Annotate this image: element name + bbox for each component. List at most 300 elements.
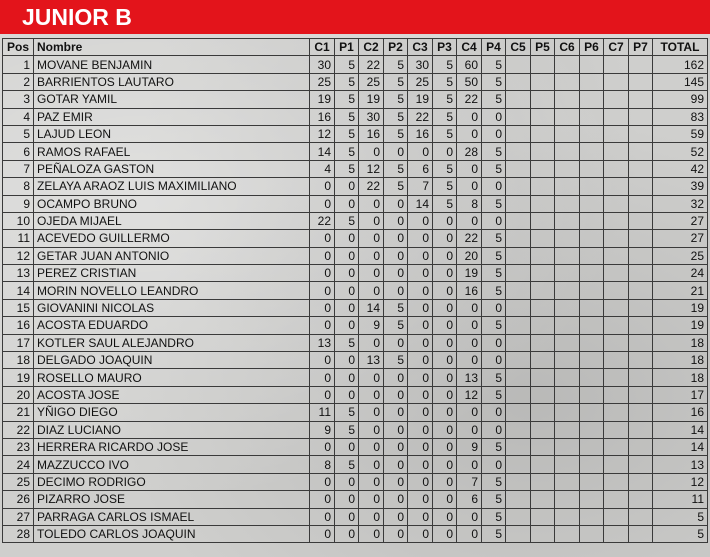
- table-row: [3, 125, 708, 142]
- score-cell-p6: [580, 508, 604, 525]
- score-cell-p3: 0: [433, 230, 457, 247]
- score-cell-p2: 0: [384, 282, 408, 299]
- total-cell: 13: [653, 456, 708, 473]
- score-cell-p1: 0: [335, 473, 359, 490]
- table-row: [3, 525, 708, 542]
- score-cell-p3: 0: [433, 282, 457, 299]
- score-cell-c7: [604, 160, 629, 177]
- score-cell-p6: [580, 73, 604, 90]
- score-cell-c1: 0: [310, 230, 335, 247]
- score-cell-c7: [604, 125, 629, 142]
- score-cell-c7: [604, 352, 629, 369]
- score-cell-p5: [531, 247, 555, 264]
- score-cell-c3: 30: [408, 56, 433, 73]
- score-cell-c3: 16: [408, 125, 433, 142]
- score-cell-p4: 5: [482, 247, 506, 264]
- table-row: [3, 369, 708, 386]
- table-row: [3, 421, 708, 438]
- total-cell: 32: [653, 195, 708, 212]
- score-cell-p4: 0: [482, 212, 506, 229]
- column-header-c7: C7: [604, 39, 629, 56]
- score-cell-p7: [629, 143, 653, 160]
- name-cell: RAMOS RAFAEL: [34, 143, 310, 160]
- table-row: [3, 491, 708, 508]
- score-cell-c5: [506, 230, 531, 247]
- score-cell-p3: 0: [433, 491, 457, 508]
- score-cell-c2: 0: [359, 525, 384, 542]
- table-row: [3, 473, 708, 490]
- score-cell-c1: 30: [310, 56, 335, 73]
- score-cell-p3: 5: [433, 108, 457, 125]
- score-cell-p3: 0: [433, 247, 457, 264]
- position-cell: 6: [3, 143, 34, 160]
- score-cell-p4: 5: [482, 160, 506, 177]
- score-cell-c7: [604, 299, 629, 316]
- score-cell-p1: 0: [335, 369, 359, 386]
- score-cell-c5: [506, 195, 531, 212]
- score-cell-c2: 0: [359, 334, 384, 351]
- score-cell-c2: 0: [359, 230, 384, 247]
- score-cell-p5: [531, 334, 555, 351]
- score-cell-c5: [506, 508, 531, 525]
- score-cell-c2: 0: [359, 508, 384, 525]
- position-cell: 20: [3, 386, 34, 403]
- score-cell-c6: [555, 491, 580, 508]
- table-row: [3, 195, 708, 212]
- score-cell-c4: 0: [457, 108, 482, 125]
- score-cell-c4: 0: [457, 160, 482, 177]
- score-cell-c7: [604, 108, 629, 125]
- score-cell-c2: 0: [359, 404, 384, 421]
- name-cell: OJEDA MIJAEL: [34, 212, 310, 229]
- score-cell-c2: 9: [359, 317, 384, 334]
- score-cell-c5: [506, 265, 531, 282]
- score-cell-c2: 0: [359, 491, 384, 508]
- score-cell-c4: 0: [457, 508, 482, 525]
- score-cell-p4: 5: [482, 265, 506, 282]
- total-cell: 18: [653, 352, 708, 369]
- score-cell-p6: [580, 456, 604, 473]
- score-cell-p6: [580, 404, 604, 421]
- score-cell-p1: 5: [335, 56, 359, 73]
- score-cell-c1: 0: [310, 438, 335, 455]
- total-cell: 83: [653, 108, 708, 125]
- score-cell-p4: 5: [482, 282, 506, 299]
- score-cell-c5: [506, 421, 531, 438]
- score-cell-p7: [629, 108, 653, 125]
- score-cell-p6: [580, 247, 604, 264]
- score-cell-c3: 0: [408, 143, 433, 160]
- score-cell-c6: [555, 91, 580, 108]
- score-cell-c4: 13: [457, 369, 482, 386]
- table-row: [3, 160, 708, 177]
- table-row: [3, 265, 708, 282]
- score-cell-c5: [506, 352, 531, 369]
- score-cell-c5: [506, 317, 531, 334]
- score-cell-p4: 5: [482, 386, 506, 403]
- score-cell-p4: 5: [482, 91, 506, 108]
- score-cell-p1: 5: [335, 125, 359, 142]
- name-cell: KOTLER SAUL ALEJANDRO: [34, 334, 310, 351]
- score-cell-p2: 5: [384, 73, 408, 90]
- score-cell-p4: 0: [482, 421, 506, 438]
- table-row: [3, 508, 708, 525]
- score-cell-c6: [555, 56, 580, 73]
- score-cell-c6: [555, 125, 580, 142]
- position-cell: 19: [3, 369, 34, 386]
- score-cell-p2: 0: [384, 212, 408, 229]
- position-cell: 14: [3, 282, 34, 299]
- score-cell-c7: [604, 143, 629, 160]
- score-cell-p6: [580, 491, 604, 508]
- score-cell-c1: 13: [310, 334, 335, 351]
- score-cell-p5: [531, 143, 555, 160]
- score-cell-p1: 5: [335, 108, 359, 125]
- score-cell-c7: [604, 369, 629, 386]
- score-cell-c3: 0: [408, 212, 433, 229]
- score-cell-p3: 0: [433, 143, 457, 160]
- score-cell-c5: [506, 247, 531, 264]
- table-row: [3, 108, 708, 125]
- column-header-p6: P6: [580, 39, 604, 56]
- score-cell-p3: 0: [433, 352, 457, 369]
- total-cell: 21: [653, 282, 708, 299]
- total-cell: 42: [653, 160, 708, 177]
- score-cell-c6: [555, 265, 580, 282]
- score-cell-c2: 0: [359, 473, 384, 490]
- score-cell-p2: 0: [384, 195, 408, 212]
- score-cell-c7: [604, 282, 629, 299]
- name-cell: PEÑALOZA GASTON: [34, 160, 310, 177]
- score-cell-c2: 25: [359, 73, 384, 90]
- position-cell: 21: [3, 404, 34, 421]
- name-cell: PARRAGA CARLOS ISMAEL: [34, 508, 310, 525]
- score-cell-p7: [629, 438, 653, 455]
- score-cell-c3: 0: [408, 265, 433, 282]
- score-cell-p5: [531, 195, 555, 212]
- name-cell: TOLEDO CARLOS JOAQUIN: [34, 525, 310, 542]
- score-cell-c2: 16: [359, 125, 384, 142]
- score-cell-c3: 0: [408, 386, 433, 403]
- table-row: [3, 317, 708, 334]
- score-cell-p5: [531, 404, 555, 421]
- score-cell-p3: 0: [433, 334, 457, 351]
- score-cell-p5: [531, 160, 555, 177]
- score-cell-c7: [604, 421, 629, 438]
- score-cell-c4: 16: [457, 282, 482, 299]
- name-cell: PIZARRO JOSE: [34, 491, 310, 508]
- score-cell-p7: [629, 421, 653, 438]
- score-cell-c6: [555, 421, 580, 438]
- score-cell-c6: [555, 386, 580, 403]
- score-cell-c6: [555, 195, 580, 212]
- score-cell-p3: 0: [433, 421, 457, 438]
- score-cell-p6: [580, 195, 604, 212]
- score-cell-p3: 0: [433, 525, 457, 542]
- score-cell-c4: 7: [457, 473, 482, 490]
- score-cell-c3: 0: [408, 299, 433, 316]
- column-header-total: TOTAL: [653, 39, 708, 56]
- score-cell-p2: 0: [384, 334, 408, 351]
- score-cell-p1: 0: [335, 195, 359, 212]
- score-cell-p1: 0: [335, 282, 359, 299]
- score-cell-c7: [604, 178, 629, 195]
- score-cell-p7: [629, 386, 653, 403]
- score-cell-p5: [531, 91, 555, 108]
- column-header-c6: C6: [555, 39, 580, 56]
- standings-table: [2, 38, 708, 543]
- name-cell: MORIN NOVELLO LEANDRO: [34, 282, 310, 299]
- position-cell: 12: [3, 247, 34, 264]
- score-cell-p2: 5: [384, 108, 408, 125]
- score-cell-c3: 0: [408, 473, 433, 490]
- score-cell-p5: [531, 508, 555, 525]
- score-cell-p3: 0: [433, 456, 457, 473]
- score-cell-c2: 0: [359, 265, 384, 282]
- score-cell-p4: 5: [482, 369, 506, 386]
- score-cell-p1: 0: [335, 265, 359, 282]
- score-cell-c7: [604, 195, 629, 212]
- score-cell-c6: [555, 160, 580, 177]
- score-cell-p7: [629, 230, 653, 247]
- total-cell: 16: [653, 404, 708, 421]
- total-cell: 39: [653, 178, 708, 195]
- position-cell: 15: [3, 299, 34, 316]
- score-cell-p7: [629, 508, 653, 525]
- column-header-p1: P1: [335, 39, 359, 56]
- score-cell-c1: 0: [310, 247, 335, 264]
- position-cell: 8: [3, 178, 34, 195]
- score-cell-p1: 0: [335, 247, 359, 264]
- score-cell-c5: [506, 91, 531, 108]
- score-cell-c6: [555, 230, 580, 247]
- score-cell-c3: 0: [408, 421, 433, 438]
- score-cell-c4: 0: [457, 317, 482, 334]
- score-cell-p1: 5: [335, 212, 359, 229]
- score-cell-p1: 0: [335, 178, 359, 195]
- column-header-p7: P7: [629, 39, 653, 56]
- score-cell-c5: [506, 473, 531, 490]
- name-cell: GOTAR YAMIL: [34, 91, 310, 108]
- score-cell-p2: 0: [384, 473, 408, 490]
- total-cell: 145: [653, 73, 708, 90]
- score-cell-c3: 19: [408, 91, 433, 108]
- score-cell-c1: 22: [310, 212, 335, 229]
- score-cell-c5: [506, 299, 531, 316]
- score-cell-p1: 5: [335, 73, 359, 90]
- name-cell: PEREZ CRISTIAN: [34, 265, 310, 282]
- score-cell-c7: [604, 473, 629, 490]
- position-cell: 17: [3, 334, 34, 351]
- score-cell-c6: [555, 317, 580, 334]
- score-cell-c5: [506, 386, 531, 403]
- position-cell: 22: [3, 421, 34, 438]
- score-cell-p3: 0: [433, 265, 457, 282]
- score-cell-c4: 0: [457, 212, 482, 229]
- table-row: [3, 212, 708, 229]
- score-cell-c7: [604, 404, 629, 421]
- score-cell-c6: [555, 404, 580, 421]
- score-cell-c5: [506, 438, 531, 455]
- score-cell-c3: 0: [408, 247, 433, 264]
- score-cell-p4: 5: [482, 508, 506, 525]
- column-header-nombre: Nombre: [34, 39, 310, 56]
- position-cell: 28: [3, 525, 34, 542]
- score-cell-c3: 0: [408, 317, 433, 334]
- score-cell-c4: 20: [457, 247, 482, 264]
- score-cell-p6: [580, 525, 604, 542]
- score-cell-c1: 0: [310, 265, 335, 282]
- score-cell-c2: 0: [359, 212, 384, 229]
- score-cell-p2: 5: [384, 91, 408, 108]
- column-header-c2: C2: [359, 39, 384, 56]
- score-cell-p4: 0: [482, 108, 506, 125]
- score-cell-c1: 11: [310, 404, 335, 421]
- score-cell-c4: 0: [457, 352, 482, 369]
- score-cell-c1: 0: [310, 508, 335, 525]
- name-cell: OCAMPO BRUNO: [34, 195, 310, 212]
- score-cell-c5: [506, 108, 531, 125]
- table-row: [3, 456, 708, 473]
- score-cell-p6: [580, 386, 604, 403]
- score-cell-c4: 28: [457, 143, 482, 160]
- score-cell-c7: [604, 317, 629, 334]
- position-cell: 27: [3, 508, 34, 525]
- score-cell-c2: 22: [359, 178, 384, 195]
- score-cell-p4: 0: [482, 178, 506, 195]
- score-cell-p7: [629, 282, 653, 299]
- score-cell-p5: [531, 282, 555, 299]
- score-cell-p7: [629, 73, 653, 90]
- score-cell-c1: 0: [310, 299, 335, 316]
- score-cell-p2: 0: [384, 369, 408, 386]
- score-cell-p6: [580, 230, 604, 247]
- score-cell-p4: 0: [482, 299, 506, 316]
- score-cell-c5: [506, 73, 531, 90]
- score-cell-p2: 5: [384, 317, 408, 334]
- name-cell: ROSELLO MAURO: [34, 369, 310, 386]
- score-cell-c7: [604, 56, 629, 73]
- score-cell-p6: [580, 473, 604, 490]
- total-cell: 27: [653, 212, 708, 229]
- score-cell-p4: 5: [482, 473, 506, 490]
- column-header-c4: C4: [457, 39, 482, 56]
- score-cell-c7: [604, 212, 629, 229]
- score-cell-p4: 0: [482, 352, 506, 369]
- score-cell-p7: [629, 456, 653, 473]
- score-cell-p6: [580, 317, 604, 334]
- score-cell-c1: 4: [310, 160, 335, 177]
- score-cell-p4: 5: [482, 491, 506, 508]
- score-cell-p3: 0: [433, 404, 457, 421]
- score-cell-p3: 5: [433, 91, 457, 108]
- score-cell-p6: [580, 56, 604, 73]
- score-cell-c6: [555, 508, 580, 525]
- table-header-row: [3, 39, 708, 56]
- score-cell-p6: [580, 282, 604, 299]
- score-cell-c1: 0: [310, 473, 335, 490]
- score-cell-p1: 0: [335, 299, 359, 316]
- score-cell-p4: 5: [482, 73, 506, 90]
- score-cell-c1: 25: [310, 73, 335, 90]
- total-cell: 52: [653, 143, 708, 160]
- name-cell: HERRERA RICARDO JOSE: [34, 438, 310, 455]
- score-cell-p2: 5: [384, 125, 408, 142]
- score-cell-p1: 0: [335, 352, 359, 369]
- score-cell-c4: 0: [457, 334, 482, 351]
- total-cell: 24: [653, 265, 708, 282]
- score-cell-p6: [580, 299, 604, 316]
- score-cell-c6: [555, 143, 580, 160]
- score-cell-p6: [580, 143, 604, 160]
- score-cell-c5: [506, 160, 531, 177]
- total-cell: 5: [653, 525, 708, 542]
- table-row: [3, 386, 708, 403]
- score-cell-p5: [531, 230, 555, 247]
- score-cell-p3: 0: [433, 508, 457, 525]
- score-cell-c5: [506, 56, 531, 73]
- score-cell-p3: 0: [433, 473, 457, 490]
- score-cell-p1: 0: [335, 230, 359, 247]
- score-cell-p5: [531, 56, 555, 73]
- score-cell-c3: 0: [408, 230, 433, 247]
- total-cell: 18: [653, 369, 708, 386]
- score-cell-p1: 0: [335, 386, 359, 403]
- score-cell-c4: 0: [457, 125, 482, 142]
- table-row: [3, 247, 708, 264]
- score-cell-c1: 0: [310, 491, 335, 508]
- score-cell-c1: 0: [310, 317, 335, 334]
- score-cell-p5: [531, 525, 555, 542]
- score-cell-p7: [629, 160, 653, 177]
- score-cell-c4: 22: [457, 230, 482, 247]
- score-cell-c3: 0: [408, 491, 433, 508]
- name-cell: MAZZUCCO IVO: [34, 456, 310, 473]
- score-cell-p6: [580, 438, 604, 455]
- score-cell-c3: 0: [408, 438, 433, 455]
- table-row: [3, 178, 708, 195]
- score-cell-c7: [604, 386, 629, 403]
- score-cell-p1: 5: [335, 421, 359, 438]
- score-cell-c2: 0: [359, 195, 384, 212]
- score-cell-c6: [555, 108, 580, 125]
- score-cell-p1: 0: [335, 317, 359, 334]
- score-cell-c7: [604, 91, 629, 108]
- score-cell-p7: [629, 265, 653, 282]
- score-cell-p2: 0: [384, 438, 408, 455]
- score-cell-c6: [555, 473, 580, 490]
- column-header-p4: P4: [482, 39, 506, 56]
- score-cell-c6: [555, 438, 580, 455]
- position-cell: 11: [3, 230, 34, 247]
- score-cell-c3: 0: [408, 456, 433, 473]
- score-cell-c6: [555, 525, 580, 542]
- score-cell-c1: 14: [310, 143, 335, 160]
- position-cell: 1: [3, 56, 34, 73]
- table-body: [3, 56, 708, 543]
- score-cell-c1: 0: [310, 178, 335, 195]
- score-cell-p7: [629, 247, 653, 264]
- name-cell: BARRIENTOS LAUTARO: [34, 73, 310, 90]
- score-cell-c4: 19: [457, 265, 482, 282]
- score-cell-c7: [604, 491, 629, 508]
- score-cell-p6: [580, 160, 604, 177]
- table-row: [3, 91, 708, 108]
- score-cell-c2: 22: [359, 56, 384, 73]
- score-cell-c5: [506, 491, 531, 508]
- score-cell-p5: [531, 73, 555, 90]
- score-cell-c4: 0: [457, 299, 482, 316]
